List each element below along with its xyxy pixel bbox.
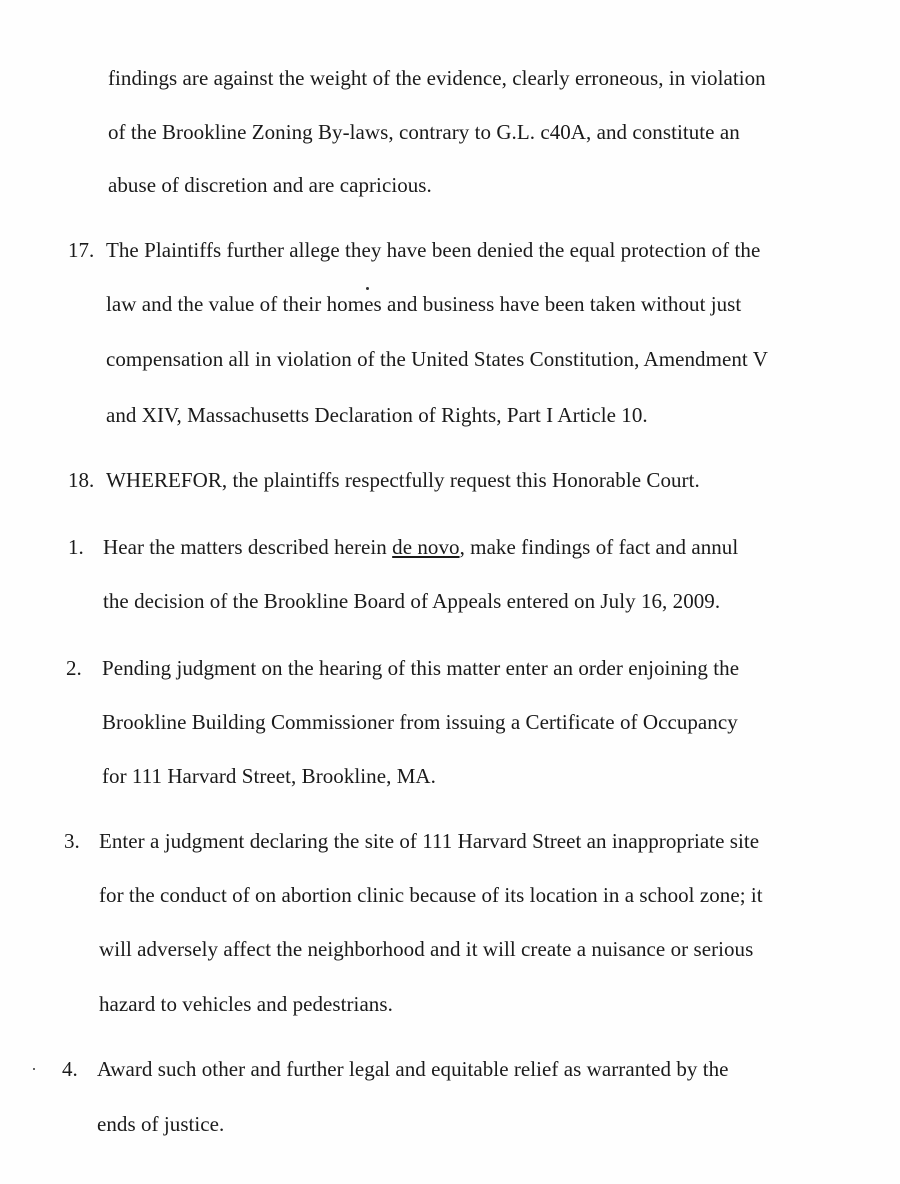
paragraph-17-line-3: compensation all in violation of the United States Constitution, Amendment V bbox=[106, 347, 768, 371]
paragraph-17-number: 17. bbox=[68, 238, 95, 262]
request-1-line-1-text-b: , make findings of fact and annul bbox=[459, 535, 739, 559]
request-1-line-1 bbox=[103, 533, 738, 561]
paragraph-17-line-4: and XIV, Massachusetts Declaration of Rights, Part I Article 10. bbox=[106, 403, 648, 427]
paragraph-18-number: 18. bbox=[68, 468, 95, 492]
request-2-line-1: Pending judgment on the hearing of this matter enter an order enjoining the bbox=[102, 656, 740, 680]
request-3-line-4: hazard to vehicles and pedestrians. bbox=[99, 992, 393, 1016]
request-1-line-1-text-a: Hear the matters described herein bbox=[103, 535, 393, 559]
paragraph-16-line-2: of the Brookline Zoning By-laws, contrary to G.L. c40A, and constitute an bbox=[108, 120, 740, 144]
paragraph-16-line-1: findings are against the weight of the evidence, clearly erroneous, in violation bbox=[108, 66, 766, 90]
request-4-line-1: Award such other and further legal and equitable relief as warranted by the bbox=[97, 1057, 729, 1081]
request-1-number: 1. bbox=[68, 535, 84, 559]
paragraph-18-line-1: WHEREFOR, the plaintiffs respectfully request this Honorable Court. bbox=[106, 468, 700, 492]
request-3-line-1: Enter a judgment declaring the site of 111 Harvard Street an inappropriate site bbox=[99, 829, 760, 853]
request-2-number: 2. bbox=[66, 656, 82, 680]
paragraph-17-line-2: law and the value of their homes and business have been taken without just bbox=[106, 292, 742, 316]
request-4-line-2: ends of justice. bbox=[97, 1112, 225, 1136]
request-3-number: 3. bbox=[64, 829, 80, 853]
request-4-number: 4. bbox=[62, 1057, 78, 1081]
paragraph-17-line-1: The Plaintiffs further allege they have been denied the equal protection of the bbox=[106, 238, 761, 262]
request-3-line-2: for the conduct of on abortion clinic because of its location in a school zone; it bbox=[99, 883, 763, 907]
stray-mark bbox=[33, 1068, 35, 1070]
request-2-line-2: Brookline Building Commissioner from issuing a Certificate of Occupancy bbox=[102, 710, 738, 734]
request-1-line-2: the decision of the Brookline Board of Appeals entered on July 16, 2009. bbox=[103, 589, 721, 613]
request-2-line-3: for 111 Harvard Street, Brookline, MA. bbox=[102, 764, 436, 788]
de-novo-underlined: de novo bbox=[392, 535, 460, 559]
paragraph-16-line-3: abuse of discretion and are capricious. bbox=[108, 173, 432, 197]
request-3-line-3: will adversely affect the neighborhood and it will create a nuisance or serious bbox=[99, 937, 754, 961]
